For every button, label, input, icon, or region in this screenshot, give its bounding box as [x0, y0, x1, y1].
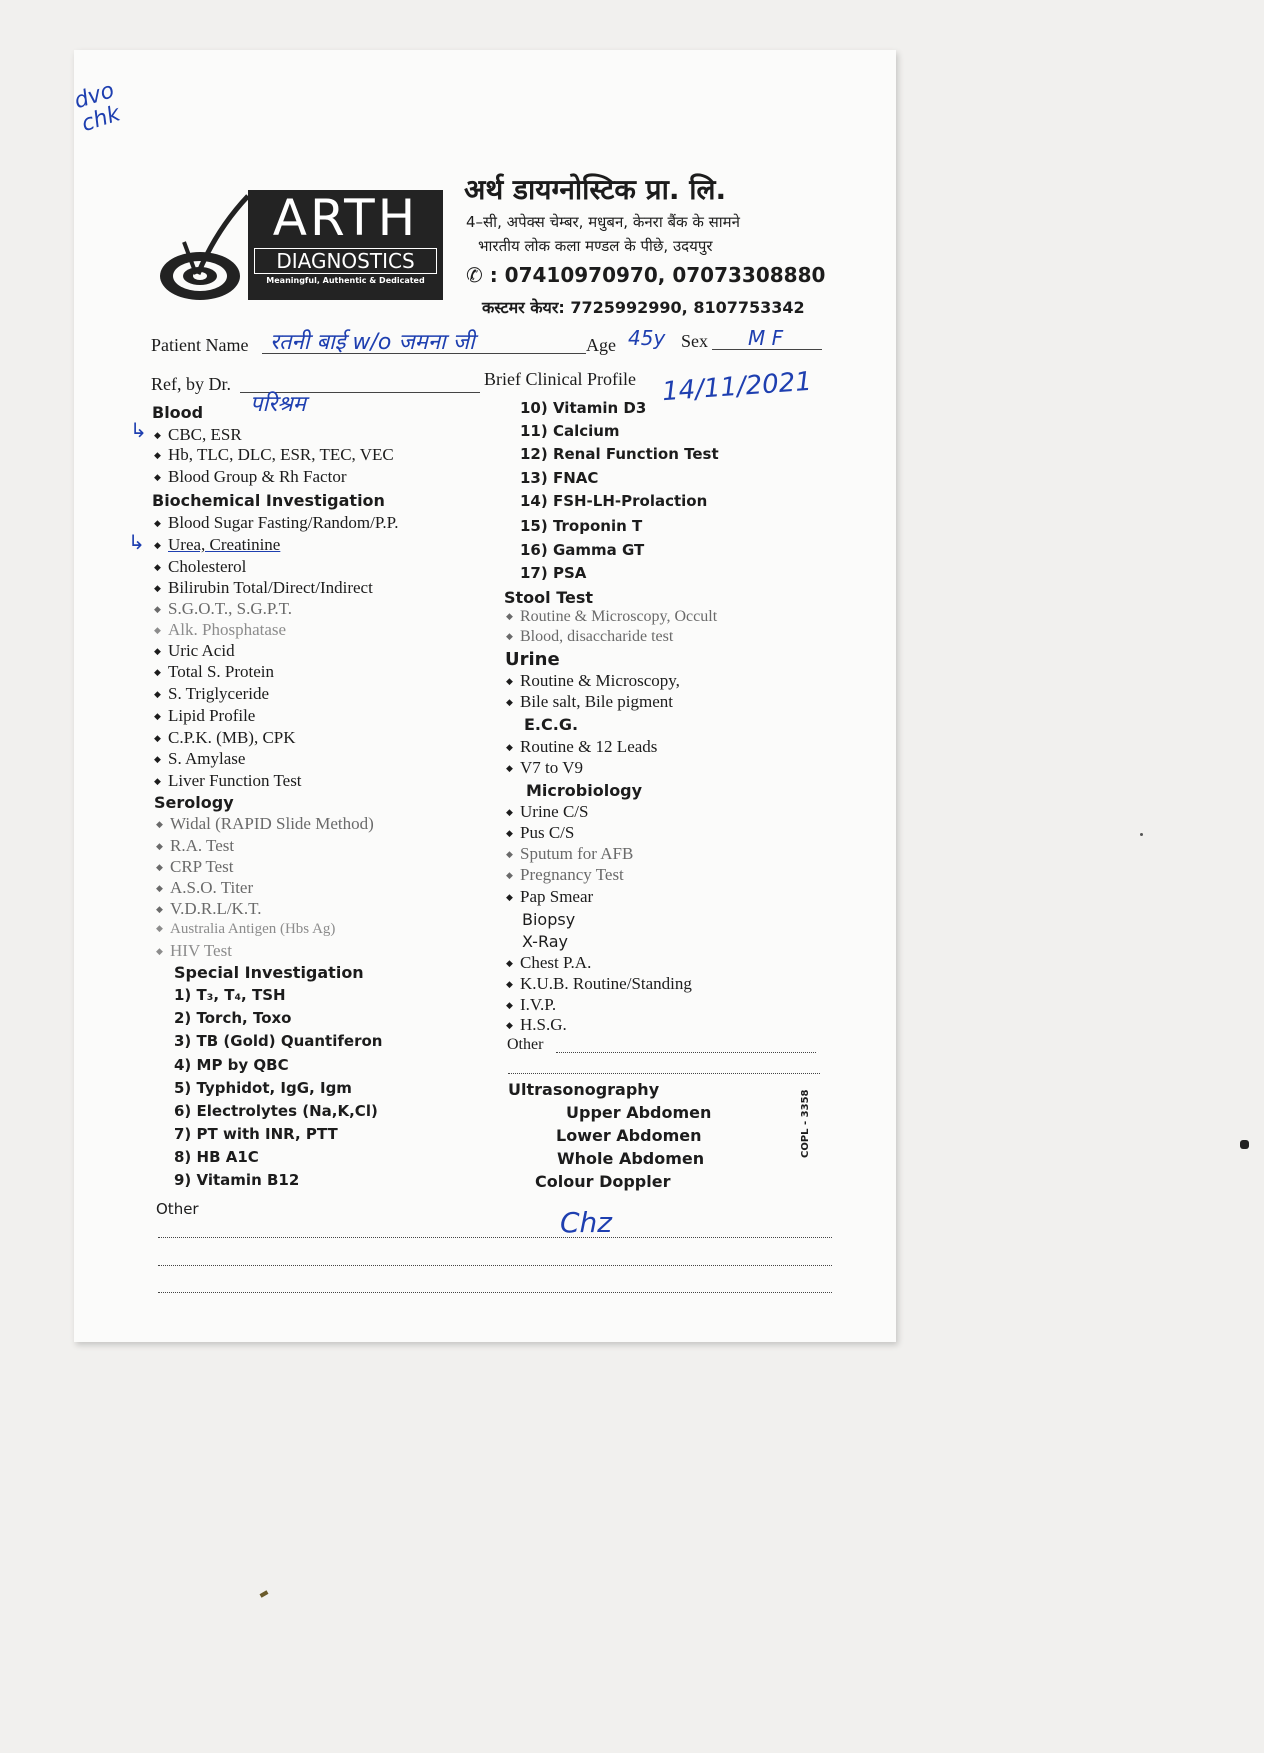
- speck: [260, 1590, 269, 1597]
- customer-care: कस्टमर केयर: 7725992990, 8107753342: [482, 298, 805, 317]
- special-3[interactable]: 3) TB (Gold) Quantiferon: [174, 1032, 383, 1050]
- test-13[interactable]: 13) FNAC: [520, 469, 599, 487]
- test-14[interactable]: 14) FSH-LH-Prolaction: [520, 492, 708, 510]
- ref-doctor-label: Ref, by Dr.: [151, 374, 231, 394]
- test-lipid-profile[interactable]: ◆ Lipid Profile: [154, 706, 255, 726]
- date-value: 14/11/2021: [661, 366, 813, 408]
- test-blood-group[interactable]: ◆ Blood Group & Rh Factor: [154, 467, 347, 487]
- test-urine-bile[interactable]: ◆ Bile salt, Bile pigment: [506, 692, 673, 712]
- check-mark-urea: ↳: [128, 530, 145, 554]
- special-4[interactable]: 4) MP by QBC: [174, 1056, 289, 1074]
- ref-doctor-value: परिश्रम: [250, 392, 306, 417]
- patient-name-label: Patient Name: [151, 335, 249, 355]
- signature: Chz: [560, 1206, 612, 1239]
- test-ra[interactable]: ◆ R.A. Test: [156, 836, 234, 856]
- test-15[interactable]: 15) Troponin T: [520, 517, 643, 535]
- test-cholesterol[interactable]: ◆ Cholesterol: [154, 557, 246, 577]
- ecg-heading: E.C.G.: [524, 715, 579, 734]
- test-17[interactable]: 17) PSA: [520, 564, 587, 582]
- other-label-right: Other: [507, 1036, 544, 1053]
- sex-value: M F: [748, 326, 784, 350]
- logo-tagline: Meaningful, Authentic & Dedicated: [266, 276, 425, 285]
- test-chest-pa[interactable]: ◆ Chest P.A.: [506, 953, 591, 973]
- urine-heading: Urine: [505, 649, 560, 670]
- usg-upper-abdomen[interactable]: Upper Abdomen: [566, 1103, 712, 1122]
- test-urine-routine[interactable]: ◆ Routine & Microscopy,: [506, 671, 680, 691]
- usg-colour-doppler[interactable]: Colour Doppler: [535, 1172, 671, 1191]
- test-urine-cs[interactable]: ◆ Urine C/S: [506, 802, 588, 822]
- test-pregnancy[interactable]: ◆ Pregnancy Test: [506, 865, 624, 885]
- test-liver-function[interactable]: ◆ Liver Function Test: [154, 771, 302, 791]
- test-ecg-routine[interactable]: ◆ Routine & 12 Leads: [506, 737, 657, 757]
- age-value: 45y: [628, 326, 666, 350]
- test-hsg[interactable]: ◆ H.S.G.: [506, 1015, 567, 1035]
- test-pap-smear[interactable]: ◆ Pap Smear: [506, 887, 593, 907]
- age-label: Age: [586, 335, 616, 355]
- special-8[interactable]: 8) HB A1C: [174, 1148, 259, 1166]
- special-1[interactable]: 1) T₃, T₄, TSH: [174, 986, 286, 1004]
- logo-brand-text: ARTH: [272, 189, 419, 247]
- test-bilirubin[interactable]: ◆ Bilirubin Total/Direct/Indirect: [154, 578, 373, 598]
- test-uric-acid[interactable]: ◆ Uric Acid: [154, 641, 235, 661]
- test-aso-titer[interactable]: ◆ A.S.O. Titer: [156, 878, 253, 898]
- test-11[interactable]: 11) Calcium: [520, 422, 620, 440]
- xray-heading: X-Ray: [522, 932, 568, 951]
- company-name-hindi: अर्थ डायग्नोस्टिक प्रा. लि.: [464, 173, 727, 206]
- test-kub[interactable]: ◆ K.U.B. Routine/Standing: [506, 974, 692, 994]
- test-16[interactable]: 16) Gamma GT: [520, 541, 645, 559]
- test-vdrl[interactable]: ◆ V.D.R.L/K.T.: [156, 899, 261, 919]
- test-total-protein[interactable]: ◆ Total S. Protein: [154, 662, 274, 682]
- test-ecg-v7-v9[interactable]: ◆ V7 to V9: [506, 758, 583, 778]
- usg-lower-abdomen[interactable]: Lower Abdomen: [556, 1126, 702, 1145]
- address-line-1: 4–सी, अपेक्स चेम्बर, मधुबन, केनरा बैंक के सामने: [466, 213, 740, 231]
- logo-brand-box: [248, 190, 443, 300]
- test-hb-tlc[interactable]: ◆ Hb, TLC, DLC, ESR, TEC, VEC: [154, 445, 394, 465]
- other-label-bottom: Other: [156, 1200, 199, 1218]
- other-line-2: [158, 1265, 832, 1266]
- check-mark-cbc: ↳: [130, 418, 147, 442]
- ultrasonography-heading: Ultrasonography: [508, 1080, 660, 1099]
- other-right-line-2: [508, 1073, 820, 1074]
- serology-heading: Serology: [154, 793, 234, 812]
- special-heading: Special Investigation: [174, 963, 364, 982]
- test-sputum-afb[interactable]: ◆ Sputum for AFB: [506, 844, 633, 864]
- special-9[interactable]: 9) Vitamin B12: [174, 1171, 300, 1189]
- usg-whole-abdomen[interactable]: Whole Abdomen: [557, 1149, 705, 1168]
- speck: [1240, 1140, 1249, 1149]
- other-line-3: [158, 1292, 832, 1293]
- address-line-2: भारतीय लोक कला मण्डल के पीछे, उदयपुर: [478, 237, 713, 255]
- special-2[interactable]: 2) Torch, Toxo: [174, 1009, 292, 1027]
- logo-mark-icon: [158, 190, 250, 305]
- phone-numbers: ✆ : 07410970970, 07073308880: [466, 263, 826, 287]
- corner-handwritten-note: dvo chk: [71, 77, 124, 138]
- biopsy-heading: Biopsy: [522, 910, 576, 929]
- test-blood-sugar[interactable]: ◆ Blood Sugar Fasting/Random/P.P.: [154, 513, 398, 533]
- test-cbc-esr[interactable]: ◆ CBC, ESR: [154, 425, 242, 445]
- test-ivp[interactable]: ◆ I.V.P.: [506, 995, 556, 1015]
- special-5[interactable]: 5) Typhidot, IgG, Igm: [174, 1079, 352, 1097]
- clinical-profile-label: Brief Clinical Profile: [484, 369, 636, 389]
- blood-heading: Blood: [152, 403, 204, 422]
- other-right-line-1: [556, 1052, 816, 1053]
- test-stool-routine[interactable]: ◆ Routine & Microscopy, Occult: [506, 608, 717, 626]
- stool-heading: Stool Test: [504, 588, 594, 607]
- sex-label: Sex: [681, 331, 708, 351]
- logo-sub-text: DIAGNOSTICS: [254, 248, 437, 274]
- speck: [1140, 833, 1143, 836]
- test-sgot-sgpt[interactable]: ◆ S.G.O.T., S.G.P.T.: [154, 599, 292, 619]
- patient-name-value: रतनी बाई w/o जमना जी: [270, 330, 475, 355]
- test-triglyceride[interactable]: ◆ S. Triglyceride: [154, 684, 269, 704]
- special-7[interactable]: 7) PT with INR, PTT: [174, 1125, 338, 1143]
- test-cpk[interactable]: ◆ C.P.K. (MB), CPK: [154, 728, 296, 748]
- form-code: COPL - 3358: [800, 1089, 811, 1158]
- special-6[interactable]: 6) Electrolytes (Na,K,Cl): [174, 1102, 378, 1120]
- test-stool-blood[interactable]: ◆ Blood, disaccharide test: [506, 628, 673, 646]
- biochemical-heading: Biochemical Investigation: [152, 491, 385, 510]
- other-line-1: [158, 1237, 832, 1238]
- test-crp[interactable]: ◆ CRP Test: [156, 857, 234, 877]
- test-widal[interactable]: ◆ Widal (RAPID Slide Method): [156, 814, 374, 834]
- test-10[interactable]: 10) Vitamin D3: [520, 399, 647, 417]
- test-australia-antigen[interactable]: ◆ Australia Antigen (Hbs Ag): [156, 921, 335, 938]
- test-pus-cs[interactable]: ◆ Pus C/S: [506, 823, 574, 843]
- test-alk-phosphatase[interactable]: ◆ Alk. Phosphatase: [154, 620, 286, 640]
- test-amylase[interactable]: ◆ S. Amylase: [154, 749, 245, 769]
- test-12[interactable]: 12) Renal Function Test: [520, 445, 719, 463]
- test-urea-creatinine[interactable]: ◆ Urea, Creatinine: [154, 535, 280, 555]
- test-hiv[interactable]: ◆ HIV Test: [156, 941, 232, 961]
- microbiology-heading: Microbiology: [526, 781, 643, 800]
